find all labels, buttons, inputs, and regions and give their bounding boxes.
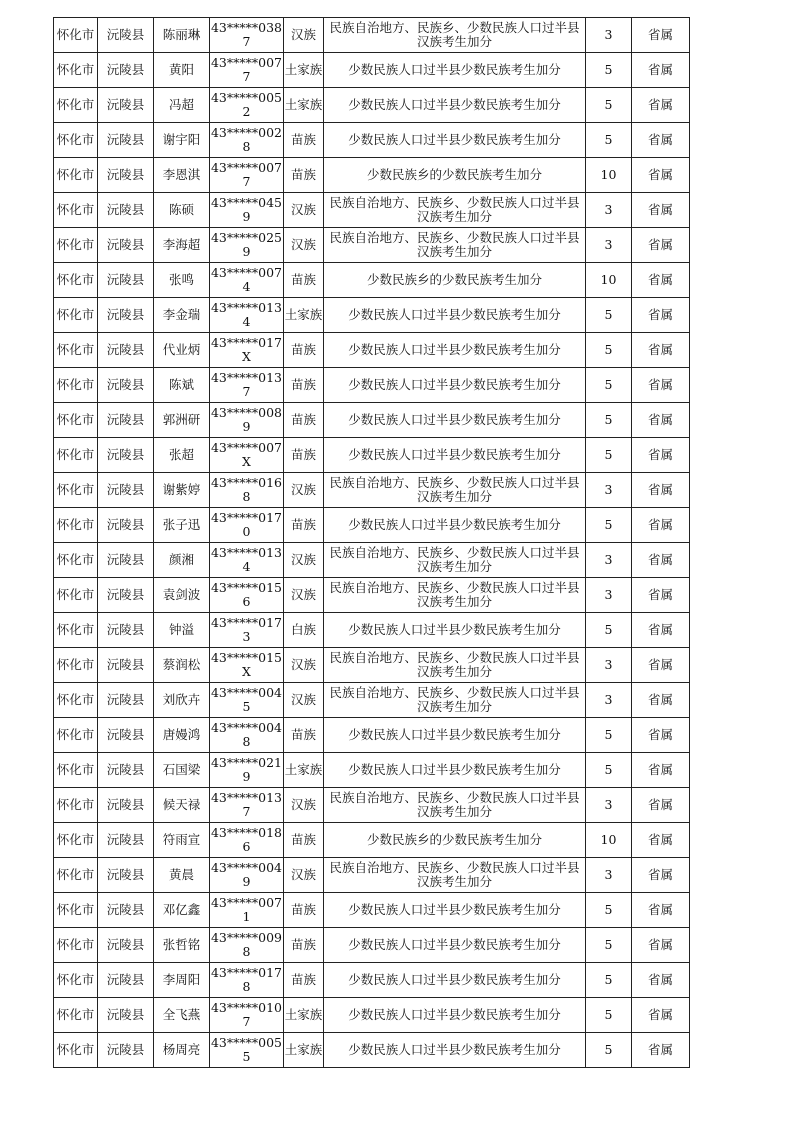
id-number-cell: 43*****0387 [210,18,284,53]
bonus-points-cell: 3 [586,473,632,508]
id-number-cell: 43*****0074 [210,263,284,298]
bonus-reason-cell: 民族自治地方、民族乡、少数民族人口过半县汉族考生加分 [324,193,586,228]
county-cell: 沅陵县 [98,123,154,158]
county-cell: 沅陵县 [98,368,154,403]
name-cell: 李金瑞 [154,298,210,333]
ethnicity-cell: 土家族 [284,753,324,788]
name-cell: 谢紫婷 [154,473,210,508]
bonus-points-table [53,17,690,1068]
name-cell: 李恩淇 [154,158,210,193]
id-number-cell: 43*****0186 [210,823,284,858]
bonus-points-cell: 5 [586,963,632,998]
bonus-reason-cell: 民族自治地方、民族乡、少数民族人口过半县汉族考生加分 [324,858,586,893]
admin-level-cell: 省属 [632,193,690,228]
bonus-reason-cell: 少数民族人口过半县少数民族考生加分 [324,753,586,788]
ethnicity-cell: 汉族 [284,18,324,53]
bonus-points-cell: 5 [586,998,632,1033]
table-row [54,578,690,613]
bonus-points-cell: 10 [586,158,632,193]
id-number-cell: 43*****0170 [210,508,284,543]
bonus-points-cell: 3 [586,788,632,823]
name-cell: 陈丽琳 [154,18,210,53]
bonus-reason-cell: 民族自治地方、民族乡、少数民族人口过半县汉族考生加分 [324,543,586,578]
city-cell: 怀化市 [54,263,98,298]
admin-level-cell: 省属 [632,753,690,788]
bonus-points-cell: 3 [586,683,632,718]
bonus-reason-cell: 少数民族人口过半县少数民族考生加分 [324,88,586,123]
county-cell: 沅陵县 [98,438,154,473]
name-cell: 陈斌 [154,368,210,403]
bonus-points-cell: 3 [586,648,632,683]
table-row [54,298,690,333]
ethnicity-cell: 土家族 [284,998,324,1033]
table-row [54,928,690,963]
admin-level-cell: 省属 [632,823,690,858]
ethnicity-cell: 汉族 [284,683,324,718]
id-number-cell: 43*****0077 [210,158,284,193]
city-cell: 怀化市 [54,823,98,858]
id-number-cell: 43*****0071 [210,893,284,928]
id-number-cell: 43*****0156 [210,578,284,613]
admin-level-cell: 省属 [632,88,690,123]
county-cell: 沅陵县 [98,683,154,718]
bonus-reason-cell: 少数民族人口过半县少数民族考生加分 [324,963,586,998]
county-cell: 沅陵县 [98,263,154,298]
county-cell: 沅陵县 [98,333,154,368]
city-cell: 怀化市 [54,53,98,88]
table-row [54,788,690,823]
id-number-cell: 43*****0134 [210,543,284,578]
admin-level-cell: 省属 [632,53,690,88]
table-row [54,228,690,263]
admin-level-cell: 省属 [632,1033,690,1068]
county-cell: 沅陵县 [98,473,154,508]
table-row [54,718,690,753]
ethnicity-cell: 苗族 [284,928,324,963]
ethnicity-cell: 土家族 [284,1033,324,1068]
ethnicity-cell: 苗族 [284,403,324,438]
name-cell: 邓亿鑫 [154,893,210,928]
table-row [54,1033,690,1068]
county-cell: 沅陵县 [98,648,154,683]
bonus-points-cell: 5 [586,508,632,543]
name-cell: 黄阳 [154,53,210,88]
city-cell: 怀化市 [54,333,98,368]
ethnicity-cell: 汉族 [284,648,324,683]
bonus-reason-cell: 少数民族人口过半县少数民族考生加分 [324,53,586,88]
id-number-cell: 43*****0089 [210,403,284,438]
city-cell: 怀化市 [54,1033,98,1068]
admin-level-cell: 省属 [632,788,690,823]
county-cell: 沅陵县 [98,298,154,333]
id-number-cell: 43*****0173 [210,613,284,648]
table-row [54,403,690,438]
bonus-reason-cell: 少数民族人口过半县少数民族考生加分 [324,998,586,1033]
admin-level-cell: 省属 [632,368,690,403]
ethnicity-cell: 苗族 [284,718,324,753]
county-cell: 沅陵县 [98,543,154,578]
name-cell: 全飞燕 [154,998,210,1033]
table-row [54,543,690,578]
bonus-reason-cell: 少数民族乡的少数民族考生加分 [324,823,586,858]
name-cell: 杨周亮 [154,1033,210,1068]
name-cell: 袁剑波 [154,578,210,613]
name-cell: 石国梁 [154,753,210,788]
admin-level-cell: 省属 [632,158,690,193]
ethnicity-cell: 苗族 [284,333,324,368]
name-cell: 张哲铭 [154,928,210,963]
bonus-reason-cell: 少数民族人口过半县少数民族考生加分 [324,368,586,403]
name-cell: 冯超 [154,88,210,123]
name-cell: 唐嫚鸿 [154,718,210,753]
county-cell: 沅陵县 [98,578,154,613]
admin-level-cell: 省属 [632,123,690,158]
bonus-reason-cell: 少数民族人口过半县少数民族考生加分 [324,438,586,473]
table-row [54,193,690,228]
bonus-reason-cell: 少数民族人口过半县少数民族考生加分 [324,298,586,333]
city-cell: 怀化市 [54,88,98,123]
admin-level-cell: 省属 [632,403,690,438]
ethnicity-cell: 土家族 [284,298,324,333]
bonus-reason-cell: 少数民族人口过半县少数民族考生加分 [324,333,586,368]
table-row [54,123,690,158]
city-cell: 怀化市 [54,998,98,1033]
bonus-reason-cell: 民族自治地方、民族乡、少数民族人口过半县汉族考生加分 [324,18,586,53]
admin-level-cell: 省属 [632,998,690,1033]
id-number-cell: 43*****0052 [210,88,284,123]
name-cell: 候天禄 [154,788,210,823]
bonus-reason-cell: 民族自治地方、民族乡、少数民族人口过半县汉族考生加分 [324,578,586,613]
name-cell: 张子迅 [154,508,210,543]
bonus-reason-cell: 少数民族人口过半县少数民族考生加分 [324,1033,586,1068]
id-number-cell: 43*****007X [210,438,284,473]
ethnicity-cell: 苗族 [284,368,324,403]
bonus-reason-cell: 少数民族人口过半县少数民族考生加分 [324,508,586,543]
bonus-reason-cell: 少数民族人口过半县少数民族考生加分 [324,718,586,753]
id-number-cell: 43*****0048 [210,718,284,753]
county-cell: 沅陵县 [98,753,154,788]
county-cell: 沅陵县 [98,998,154,1033]
id-number-cell: 43*****0137 [210,788,284,823]
city-cell: 怀化市 [54,18,98,53]
bonus-reason-cell: 少数民族乡的少数民族考生加分 [324,263,586,298]
admin-level-cell: 省属 [632,858,690,893]
county-cell: 沅陵县 [98,893,154,928]
ethnicity-cell: 苗族 [284,893,324,928]
admin-level-cell: 省属 [632,963,690,998]
admin-level-cell: 省属 [632,648,690,683]
ethnicity-cell: 苗族 [284,123,324,158]
table-row [54,753,690,788]
bonus-points-cell: 5 [586,368,632,403]
admin-level-cell: 省属 [632,893,690,928]
bonus-points-cell: 5 [586,753,632,788]
county-cell: 沅陵县 [98,928,154,963]
table-row [54,158,690,193]
bonus-points-cell: 5 [586,403,632,438]
bonus-reason-cell: 民族自治地方、民族乡、少数民族人口过半县汉族考生加分 [324,473,586,508]
ethnicity-cell: 汉族 [284,543,324,578]
id-number-cell: 43*****0137 [210,368,284,403]
city-cell: 怀化市 [54,683,98,718]
ethnicity-cell: 汉族 [284,228,324,263]
name-cell: 李海超 [154,228,210,263]
id-number-cell: 43*****0134 [210,298,284,333]
ethnicity-cell: 土家族 [284,88,324,123]
bonus-points-cell: 5 [586,1033,632,1068]
admin-level-cell: 省属 [632,18,690,53]
bonus-points-cell: 10 [586,823,632,858]
city-cell: 怀化市 [54,123,98,158]
admin-level-cell: 省属 [632,228,690,263]
county-cell: 沅陵县 [98,963,154,998]
bonus-reason-cell: 少数民族人口过半县少数民族考生加分 [324,403,586,438]
admin-level-cell: 省属 [632,928,690,963]
id-number-cell: 43*****017X [210,333,284,368]
ethnicity-cell: 苗族 [284,963,324,998]
name-cell: 郭洲研 [154,403,210,438]
city-cell: 怀化市 [54,543,98,578]
city-cell: 怀化市 [54,193,98,228]
city-cell: 怀化市 [54,613,98,648]
bonus-points-cell: 3 [586,858,632,893]
table-row [54,893,690,928]
table-row [54,438,690,473]
bonus-points-cell: 5 [586,333,632,368]
table-row [54,53,690,88]
name-cell: 张超 [154,438,210,473]
name-cell: 陈硕 [154,193,210,228]
table-row [54,823,690,858]
id-number-cell: 43*****0077 [210,53,284,88]
bonus-reason-cell: 少数民族人口过半县少数民族考生加分 [324,123,586,158]
city-cell: 怀化市 [54,368,98,403]
id-number-cell: 43*****0219 [210,753,284,788]
id-number-cell: 43*****0178 [210,963,284,998]
bonus-reason-cell: 少数民族人口过半县少数民族考生加分 [324,613,586,648]
bonus-reason-cell: 少数民族人口过半县少数民族考生加分 [324,928,586,963]
name-cell: 钟溢 [154,613,210,648]
admin-level-cell: 省属 [632,508,690,543]
table-row [54,963,690,998]
id-number-cell: 43*****015X [210,648,284,683]
city-cell: 怀化市 [54,158,98,193]
bonus-points-cell: 10 [586,263,632,298]
city-cell: 怀化市 [54,473,98,508]
bonus-reason-cell: 民族自治地方、民族乡、少数民族人口过半县汉族考生加分 [324,648,586,683]
table-row [54,333,690,368]
city-cell: 怀化市 [54,753,98,788]
county-cell: 沅陵县 [98,613,154,648]
admin-level-cell: 省属 [632,683,690,718]
ethnicity-cell: 汉族 [284,858,324,893]
county-cell: 沅陵县 [98,18,154,53]
city-cell: 怀化市 [54,403,98,438]
bonus-reason-cell: 少数民族乡的少数民族考生加分 [324,158,586,193]
county-cell: 沅陵县 [98,193,154,228]
county-cell: 沅陵县 [98,823,154,858]
admin-level-cell: 省属 [632,613,690,648]
bonus-reason-cell: 民族自治地方、民族乡、少数民族人口过半县汉族考生加分 [324,228,586,263]
admin-level-cell: 省属 [632,543,690,578]
admin-level-cell: 省属 [632,473,690,508]
city-cell: 怀化市 [54,893,98,928]
county-cell: 沅陵县 [98,788,154,823]
city-cell: 怀化市 [54,858,98,893]
table-row [54,648,690,683]
id-number-cell: 43*****0168 [210,473,284,508]
ethnicity-cell: 苗族 [284,438,324,473]
ethnicity-cell: 苗族 [284,823,324,858]
admin-level-cell: 省属 [632,263,690,298]
id-number-cell: 43*****0107 [210,998,284,1033]
county-cell: 沅陵县 [98,718,154,753]
ethnicity-cell: 土家族 [284,53,324,88]
table-row [54,368,690,403]
bonus-points-cell: 5 [586,123,632,158]
table-row [54,508,690,543]
name-cell: 蔡润松 [154,648,210,683]
ethnicity-cell: 苗族 [284,508,324,543]
table-row [54,613,690,648]
city-cell: 怀化市 [54,508,98,543]
bonus-points-cell: 5 [586,53,632,88]
bonus-points-cell: 5 [586,928,632,963]
admin-level-cell: 省属 [632,333,690,368]
name-cell: 李周阳 [154,963,210,998]
id-number-cell: 43*****0028 [210,123,284,158]
id-number-cell: 43*****0045 [210,683,284,718]
admin-level-cell: 省属 [632,578,690,613]
id-number-cell: 43*****0055 [210,1033,284,1068]
county-cell: 沅陵县 [98,1033,154,1068]
table-row [54,18,690,53]
city-cell: 怀化市 [54,788,98,823]
county-cell: 沅陵县 [98,403,154,438]
county-cell: 沅陵县 [98,858,154,893]
table-row [54,683,690,718]
bonus-reason-cell: 民族自治地方、民族乡、少数民族人口过半县汉族考生加分 [324,683,586,718]
id-number-cell: 43*****0098 [210,928,284,963]
ethnicity-cell: 苗族 [284,158,324,193]
city-cell: 怀化市 [54,438,98,473]
table-row [54,473,690,508]
table-row [54,88,690,123]
county-cell: 沅陵县 [98,88,154,123]
table-row [54,263,690,298]
bonus-points-cell: 3 [586,193,632,228]
name-cell: 刘欣卉 [154,683,210,718]
bonus-points-cell: 5 [586,88,632,123]
name-cell: 代业炳 [154,333,210,368]
bonus-points-cell: 5 [586,438,632,473]
table-body [54,18,690,1068]
city-cell: 怀化市 [54,963,98,998]
bonus-points-cell: 5 [586,613,632,648]
bonus-points-cell: 3 [586,578,632,613]
name-cell: 谢宇阳 [154,123,210,158]
bonus-reason-cell: 民族自治地方、民族乡、少数民族人口过半县汉族考生加分 [324,788,586,823]
county-cell: 沅陵县 [98,158,154,193]
id-number-cell: 43*****0049 [210,858,284,893]
name-cell: 张鸣 [154,263,210,298]
id-number-cell: 43*****0259 [210,228,284,263]
county-cell: 沅陵县 [98,228,154,263]
ethnicity-cell: 白族 [284,613,324,648]
admin-level-cell: 省属 [632,718,690,753]
id-number-cell: 43*****0459 [210,193,284,228]
bonus-reason-cell: 少数民族人口过半县少数民族考生加分 [324,893,586,928]
ethnicity-cell: 汉族 [284,473,324,508]
name-cell: 符雨宣 [154,823,210,858]
table-row [54,998,690,1033]
city-cell: 怀化市 [54,718,98,753]
bonus-points-cell: 5 [586,893,632,928]
admin-level-cell: 省属 [632,438,690,473]
admin-level-cell: 省属 [632,298,690,333]
bonus-points-cell: 5 [586,718,632,753]
ethnicity-cell: 汉族 [284,788,324,823]
city-cell: 怀化市 [54,298,98,333]
ethnicity-cell: 苗族 [284,263,324,298]
bonus-points-cell: 3 [586,18,632,53]
bonus-points-cell: 3 [586,228,632,263]
table-row [54,858,690,893]
city-cell: 怀化市 [54,578,98,613]
bonus-points-cell: 3 [586,543,632,578]
county-cell: 沅陵县 [98,53,154,88]
county-cell: 沅陵县 [98,508,154,543]
city-cell: 怀化市 [54,648,98,683]
name-cell: 颜湘 [154,543,210,578]
name-cell: 黄晨 [154,858,210,893]
city-cell: 怀化市 [54,228,98,263]
ethnicity-cell: 汉族 [284,578,324,613]
city-cell: 怀化市 [54,928,98,963]
ethnicity-cell: 汉族 [284,193,324,228]
bonus-points-cell: 5 [586,298,632,333]
